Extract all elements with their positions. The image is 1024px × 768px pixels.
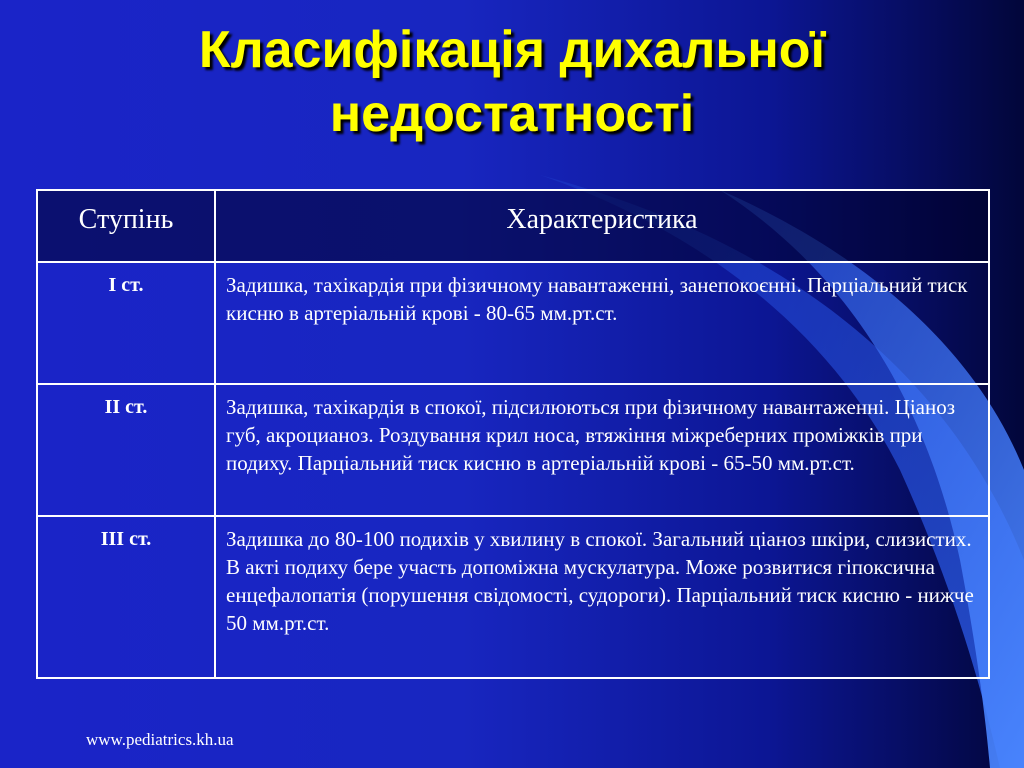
description-cell: Задишка, тахікардія при фізичному навантаженні, занепокоєнні. Парціальний тиск кисню в артеріальній крові - 80-65 мм.рт.ст.	[215, 262, 989, 384]
table-row	[37, 384, 989, 516]
grade-cell: ІІІ ст.	[37, 516, 215, 678]
classification-table-container	[36, 189, 988, 679]
classification-table	[36, 189, 990, 679]
grade-cell: І ст.	[37, 262, 215, 384]
table-header-row	[37, 190, 989, 262]
title-line-2: недостатності	[329, 85, 695, 143]
header-characteristic: Характеристика	[215, 190, 989, 262]
grade-cell: ІІ ст.	[37, 384, 215, 516]
description-cell: Задишка до 80-100 подихів у хвилину в спокої. Загальний ціаноз шкіри, слизистих. В акті подиху бере участь допоміжна мускулатура. Може розвитися гіпоксична енцефалопатія (порушення свідомості, судороги). Парціальний тиск кисню - нижче 50 мм.рт.ст.	[215, 516, 989, 678]
description-cell: Задишка, тахікардія в спокої, підсилюються при фізичному навантаженні. Ціаноз губ, акроцианоз. Роздування крил носа, втяжіння міжреберних проміжків при подиху. Парціальний тиск кисню в артеріальній крові - 65-50 мм.рт.ст.	[215, 384, 989, 516]
table-row	[37, 262, 989, 384]
slide-title	[0, 18, 1024, 146]
header-grade: Ступінь	[37, 190, 215, 262]
table-row	[37, 516, 989, 678]
footer-url: www.pediatrics.kh.ua	[86, 730, 234, 749]
title-line-1: Класифікація дихальної	[198, 21, 826, 79]
